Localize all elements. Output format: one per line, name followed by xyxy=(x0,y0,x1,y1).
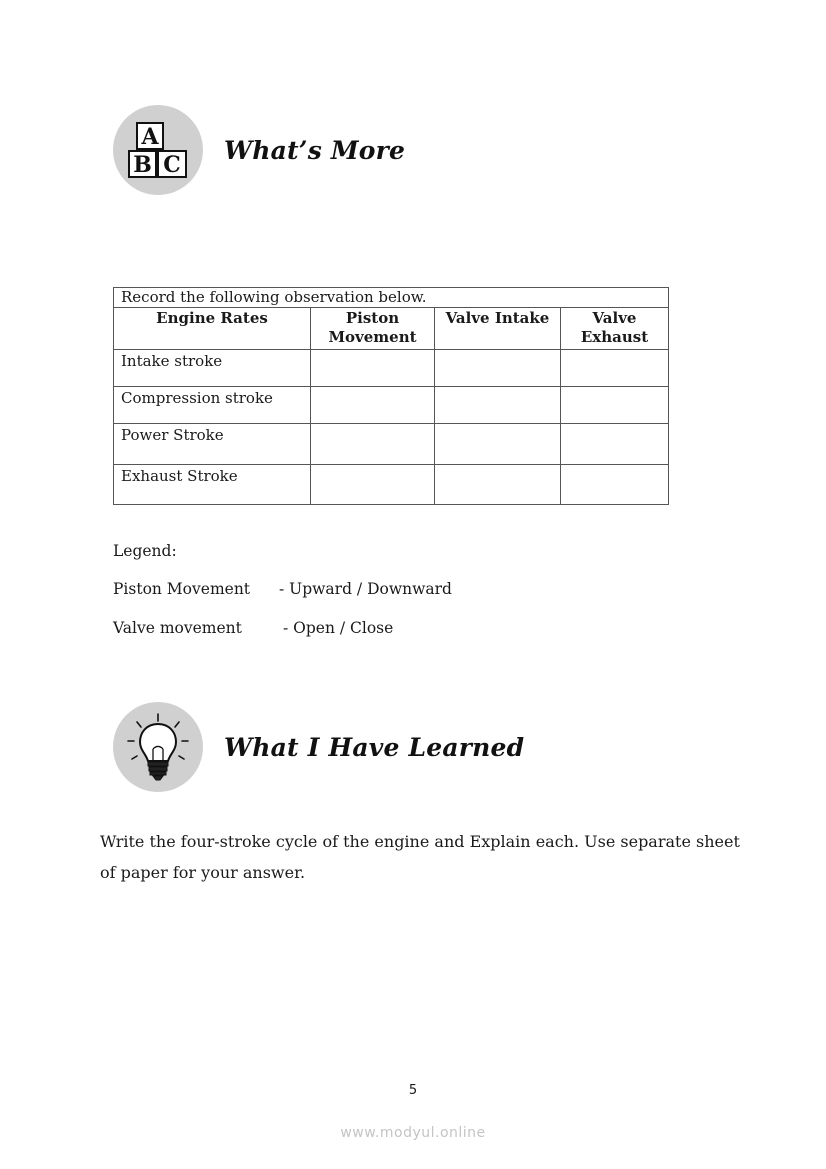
block-c: C xyxy=(163,152,181,178)
answer-cell[interactable] xyxy=(435,465,561,505)
instruction-text: Write the four-stroke cycle of the engine and Explain each. Use separate sheet of paper for your answer. xyxy=(100,832,740,882)
answer-cell[interactable] xyxy=(311,465,435,505)
legend-value: - Upward / Downward xyxy=(279,580,452,598)
watermark: www.modyul.online xyxy=(340,1125,486,1141)
table-row xyxy=(114,350,669,387)
block-a: A xyxy=(141,124,159,150)
header-valve-exhaust: Valve Exhaust xyxy=(561,308,669,350)
table-row xyxy=(114,387,669,424)
lightbulb-icon xyxy=(113,702,203,792)
answer-cell[interactable] xyxy=(561,465,669,505)
table-row xyxy=(114,465,669,505)
legend-label: Valve movement xyxy=(113,619,242,637)
answer-cell[interactable] xyxy=(561,350,669,387)
answer-cell[interactable] xyxy=(561,424,669,465)
row-label-intake: Intake stroke xyxy=(114,350,311,387)
answer-cell[interactable] xyxy=(435,424,561,465)
section-title-what-i-learned: What I Have Learned xyxy=(224,732,525,762)
answer-cell[interactable] xyxy=(311,387,435,424)
legend-label: Piston Movement xyxy=(113,580,251,598)
block-b: B xyxy=(133,152,152,178)
row-label-exhaust: Exhaust Stroke xyxy=(114,465,311,505)
table-row xyxy=(114,424,669,465)
legend-value: - Open / Close xyxy=(283,619,394,637)
table-caption: Record the following observation below. xyxy=(114,288,669,308)
legend-item-piston xyxy=(113,580,452,598)
answer-cell[interactable] xyxy=(561,387,669,424)
observation-table xyxy=(113,287,669,505)
abc-blocks-icon xyxy=(113,105,203,195)
answer-cell[interactable] xyxy=(435,350,561,387)
row-label-compression: Compression stroke xyxy=(114,387,311,424)
legend-title: Legend: xyxy=(113,542,177,560)
section-title-whats-more: What’s More xyxy=(224,135,406,165)
answer-cell[interactable] xyxy=(311,350,435,387)
legend-item-valve xyxy=(113,619,393,637)
header-piston-movement: Piston Movement xyxy=(311,308,435,350)
header-valve-intake: Valve Intake xyxy=(435,308,561,350)
what-i-learned-header xyxy=(113,702,524,792)
page-number: 5 xyxy=(408,1083,418,1098)
answer-cell[interactable] xyxy=(311,424,435,465)
answer-cell[interactable] xyxy=(435,387,561,424)
whats-more-header xyxy=(113,105,405,195)
row-label-power: Power Stroke xyxy=(114,424,311,465)
header-engine-rates: Engine Rates xyxy=(114,308,311,350)
